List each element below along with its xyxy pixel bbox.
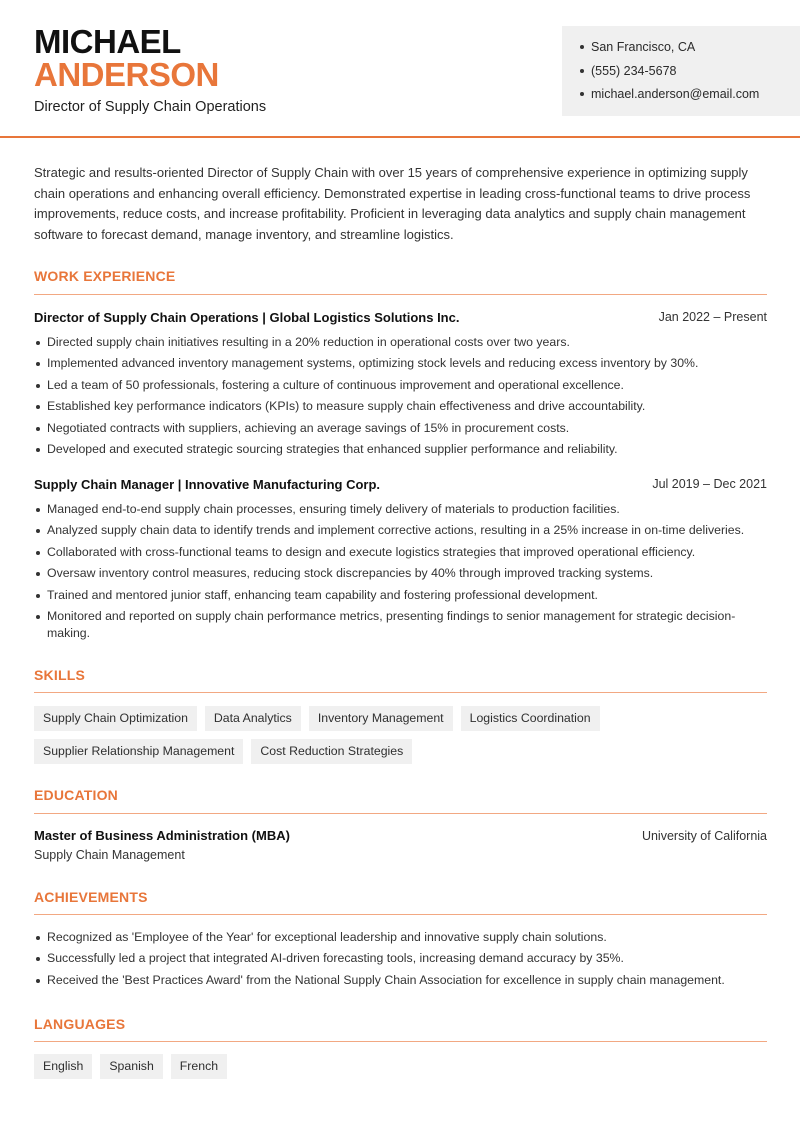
education-school: University of California — [641, 829, 767, 843]
bullet-icon — [580, 45, 584, 49]
list-item: Oversaw inventory control measures, reducing stock discrepancies by 40% through improved tracking systems. — [34, 565, 767, 582]
last-name: ANDERSON — [34, 56, 219, 93]
contact-location — [580, 39, 800, 63]
skill-chip: Cost Reduction Strategies — [251, 739, 412, 764]
job-heading — [34, 477, 767, 492]
list-item: Analyzed supply chain data to identify trends and implement corrective actions, resulting in a 25% increase in on-time deliveries. — [34, 522, 767, 539]
list-item: Collaborated with cross-functional teams to design and execute logistics strategies that improved operational efficiency. — [34, 544, 767, 561]
list-item: Recognized as 'Employee of the Year' for exceptional leadership and innovative supply chain solutions. — [34, 929, 767, 946]
contact-box — [562, 26, 800, 116]
professional-summary: Strategic and results-oriented Director of Supply Chain with over 15 years of comprehensive experience in optimizing supply chain operations and enhancing overall efficiency. Demonstrated expertise in leading cross-functional teams to drive process improvements, reduce costs, and increase profitability. Proficient in leveraging data analytics and supply chain management software to forecast demand, manage inventory, and streamline logistics. — [34, 165, 751, 243]
list-item: Led a team of 50 professionals, fostering a culture of continuous improvement and operational excellence. — [34, 377, 767, 394]
contact-phone — [580, 63, 800, 87]
section-title-education: EDUCATION — [34, 787, 118, 803]
education-field: Supply Chain Management — [34, 848, 185, 862]
skill-chip: Supply Chain Optimization — [34, 706, 197, 731]
section-divider — [34, 914, 767, 915]
job-role: Director of Supply Chain Operations | Global Logistics Solutions Inc. — [34, 310, 460, 325]
section-title-languages: LANGUAGES — [34, 1016, 126, 1032]
section-divider — [34, 813, 767, 814]
resume-header — [0, 0, 800, 138]
skill-chip: Inventory Management — [309, 706, 453, 731]
list-item: Monitored and reported on supply chain performance metrics, presenting findings to senior management for strategic decision-making. — [34, 608, 767, 642]
skill-chip: Logistics Coordination — [461, 706, 600, 731]
section-divider — [34, 692, 767, 693]
contact-phone-text: (555) 234-5678 — [591, 63, 677, 78]
list-item: Successfully led a project that integrated AI-driven forecasting tools, increasing demand accuracy by 35%. — [34, 950, 767, 967]
list-item: Established key performance indicators (KPIs) to measure supply chain effectiveness and drive accountability. — [34, 398, 767, 415]
skill-chip: Supplier Relationship Management — [34, 739, 243, 764]
job-bullets — [34, 334, 767, 462]
language-chip: French — [171, 1054, 227, 1079]
language-chip: English — [34, 1054, 92, 1079]
bullet-icon — [580, 69, 584, 73]
list-item: Trained and mentored junior staff, enhancing team capability and fostering professional development. — [34, 587, 767, 604]
achievements-list — [34, 929, 767, 993]
section-title-work: WORK EXPERIENCE — [34, 268, 176, 284]
job-bullets — [34, 501, 767, 646]
skills-list — [34, 706, 767, 764]
list-item: Directed supply chain initiatives resulting in a 20% reduction in operational costs over two years. — [34, 334, 767, 351]
job-heading — [34, 310, 767, 325]
languages-list — [34, 1054, 767, 1079]
list-item: Implemented advanced inventory management systems, optimizing stock levels and reducing excess inventory by 30%. — [34, 355, 767, 372]
section-title-skills: SKILLS — [34, 667, 85, 683]
list-item: Developed and executed strategic sourcing strategies that enhanced supplier performance and reliability. — [34, 441, 767, 458]
language-chip: Spanish — [100, 1054, 162, 1079]
section-divider — [34, 1041, 767, 1042]
job-dates: Jan 2022 – Present — [658, 310, 767, 324]
job-title: Director of Supply Chain Operations — [34, 99, 267, 115]
section-title-achievements: ACHIEVEMENTS — [34, 889, 148, 905]
contact-email-text[interactable]: michael.anderson@email.com — [591, 87, 760, 101]
skill-chip: Data Analytics — [205, 706, 301, 731]
contact-location-text: San Francisco, CA — [591, 40, 696, 54]
list-item: Negotiated contracts with suppliers, achieving an average savings of 15% in procurement costs. — [34, 420, 767, 437]
education-degree: Master of Business Administration (MBA) — [34, 828, 290, 843]
job-role: Supply Chain Manager | Innovative Manufacturing Corp. — [34, 477, 381, 492]
list-item: Managed end-to-end supply chain processes, ensuring timely delivery of materials to production facilities. — [34, 501, 767, 518]
bullet-icon — [580, 92, 584, 96]
contact-email[interactable] — [580, 86, 800, 110]
first-name: MICHAEL — [34, 23, 181, 60]
job-dates: Jul 2019 – Dec 2021 — [652, 477, 767, 491]
list-item: Received the 'Best Practices Award' from the National Supply Chain Association for excellence in supply chain management. — [34, 972, 767, 989]
section-divider — [34, 294, 767, 295]
